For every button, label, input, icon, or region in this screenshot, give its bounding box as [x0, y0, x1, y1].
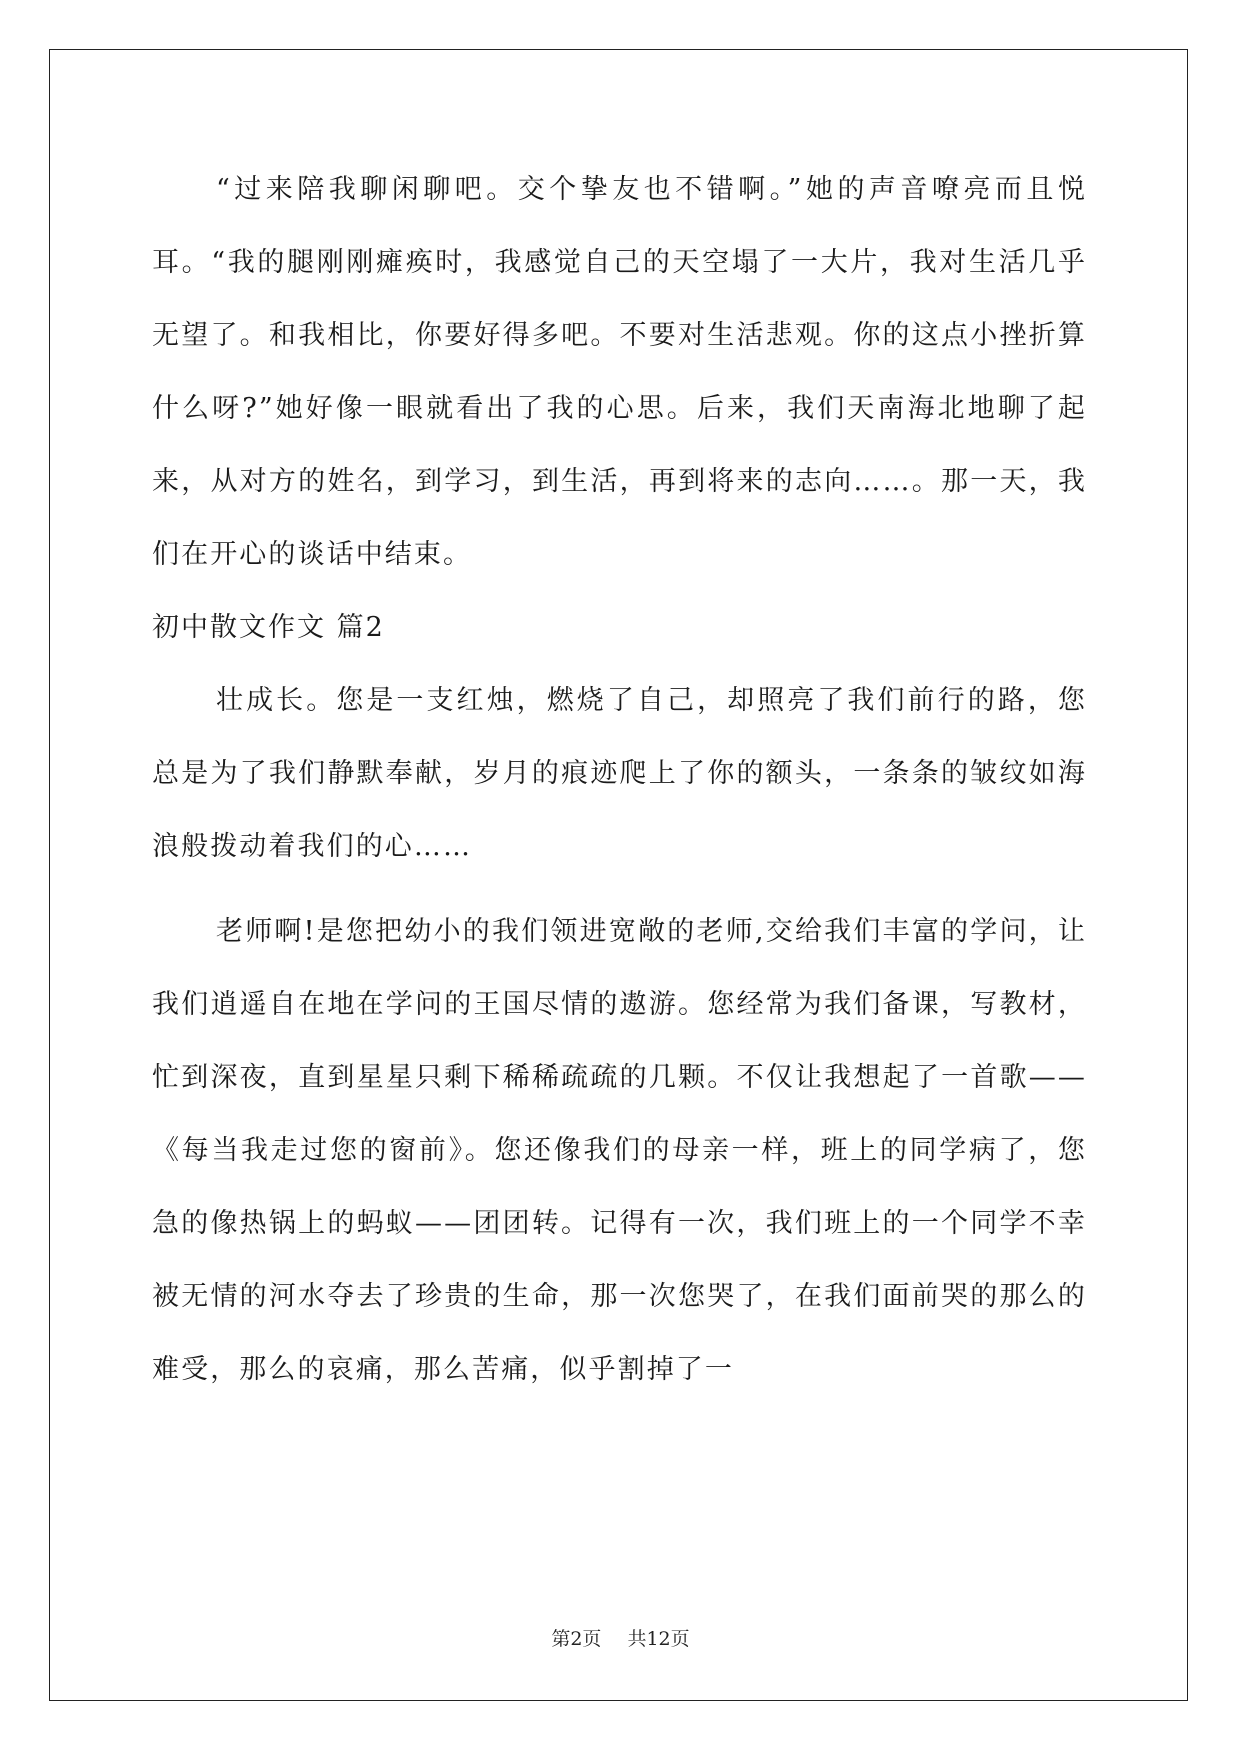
- section-heading: 初中散文作文 篇2: [152, 612, 385, 643]
- document-body: [152, 153, 1087, 1406]
- paragraph: 壮成长。您是一支红烛，燃烧了自己，却照亮了我们前行的路，您总是为了我们静默奉献，岁月的痕迹爬上了你的额头，一条条的皱纹如海浪般拨动着我们的心……: [152, 685, 1087, 862]
- page-footer: [0, 1624, 1241, 1651]
- paragraph: “过来陪我聊闲聊吧。交个挚友也不错啊。”她的声音嘹亮而且悦耳。“我的腿刚刚瘫痪时，我感觉自己的天空塌了一大片，我对生活几乎无望了。和我相比，你要好得多吧。不要对生活悲观。你的这点小挫折算什么呀?”她好像一眼就看出了我的心思。后来，我们天南海北地聊了起来，从对方的姓名，到学习，到生活，再到将来的志向……。那一天，我们在开心的谈话中结束。: [152, 174, 1087, 570]
- page-number: 第2页: [551, 1628, 602, 1650]
- page-total: 共12页: [627, 1628, 690, 1650]
- paragraph: 老师啊!是您把幼小的我们领进宽敞的老师,交给我们丰富的学问，让我们逍遥自在地在学问的王国尽情的遨游。您经常为我们备课，写教材，忙到深夜，直到星星只剩下稀稀疏疏的几颗。不仅让我想起了一首歌——《每当我走过您的窗前》。您还像我们的母亲一样，班上的同学病了，您急的像热锅上的蚂蚁——团团转。记得有一次，我们班上的一个同学不幸被无情的河水夺去了珍贵的生命，那一次您哭了，在我们面前哭的那么的难受，那么的哀痛，那么苦痛，似乎割掉了一: [152, 916, 1087, 1385]
